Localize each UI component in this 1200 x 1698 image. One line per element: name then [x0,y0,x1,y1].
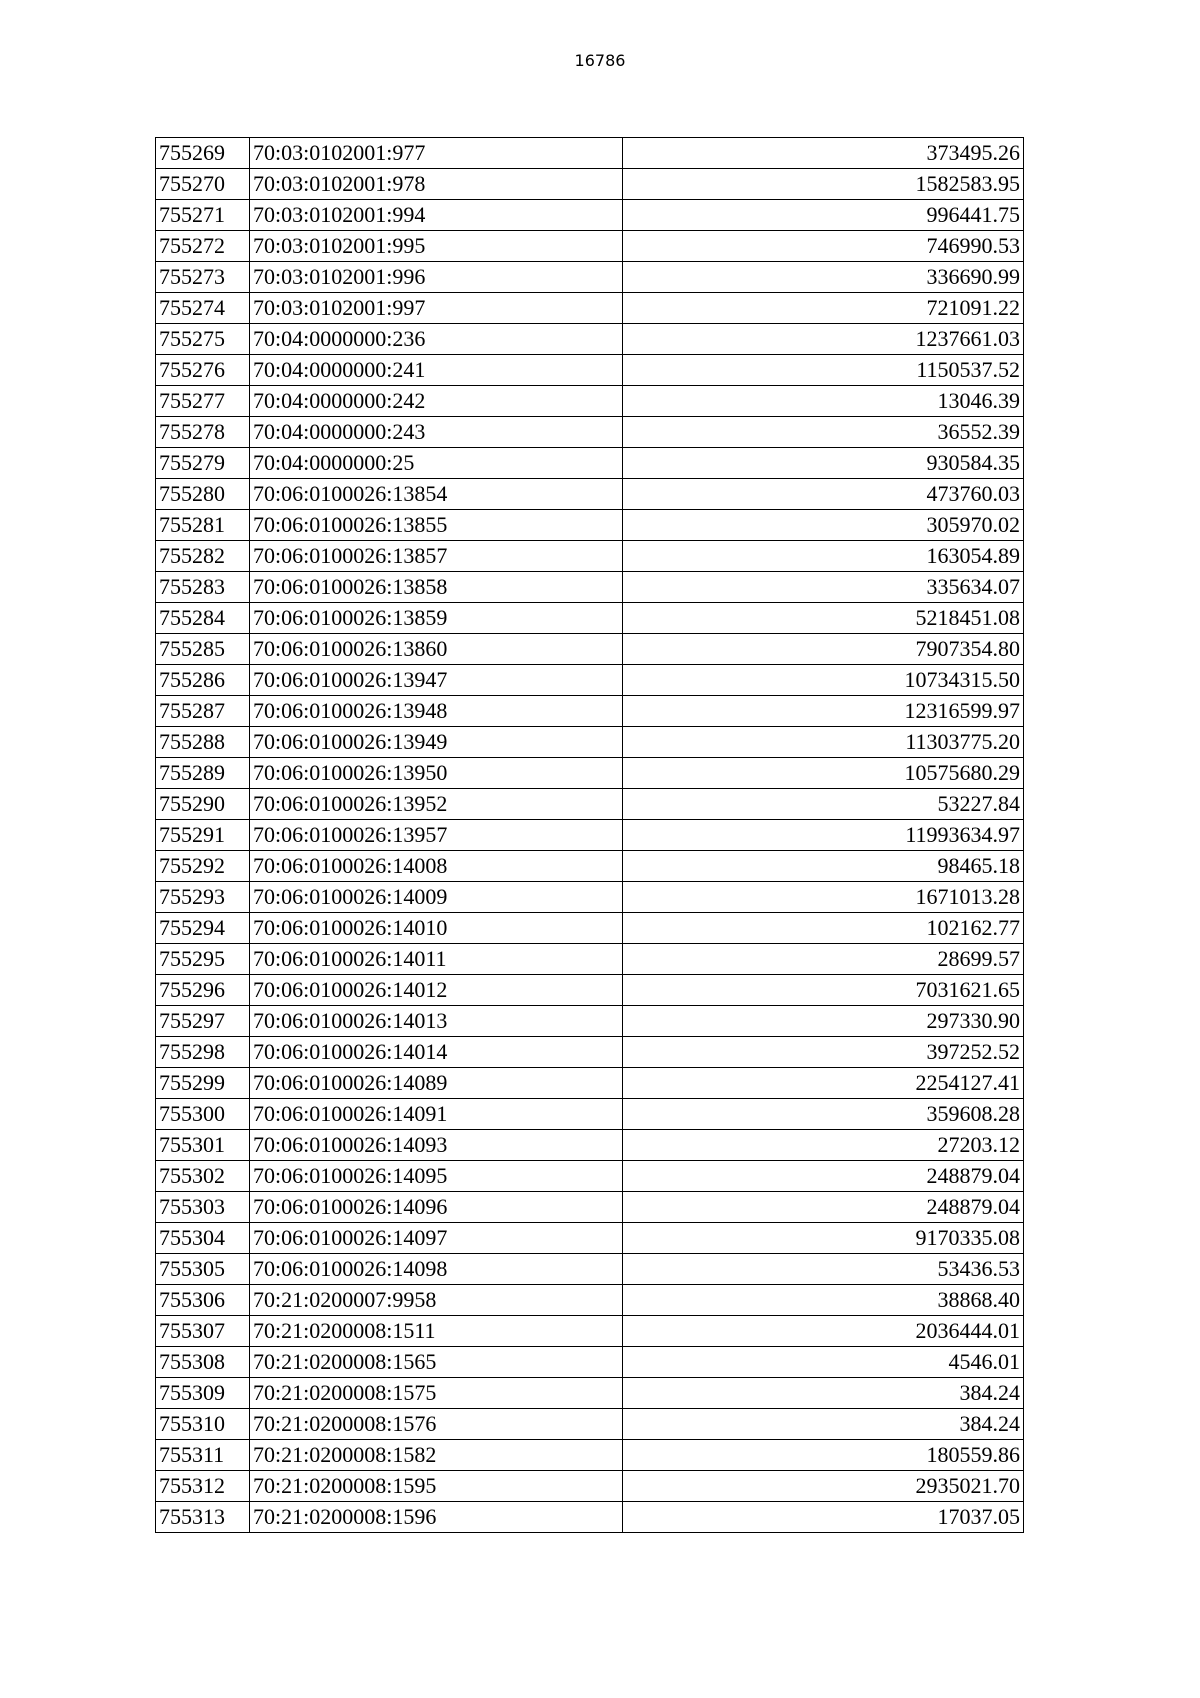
table-row [156,1440,1024,1471]
table-row [156,1130,1024,1161]
value-cell: 335634.07 [623,572,1024,603]
value-cell: 384.24 [623,1378,1024,1409]
value-cell: 2036444.01 [623,1316,1024,1347]
value-cell: 373495.26 [623,138,1024,169]
value-cell: 297330.90 [623,1006,1024,1037]
value-cell: 13046.39 [623,386,1024,417]
table-row [156,1161,1024,1192]
value-cell: 1582583.95 [623,169,1024,200]
cadastral-number-cell: 70:06:0100026:13857 [250,541,623,572]
value-cell: 2935021.70 [623,1471,1024,1502]
row-index-cell: 755303 [156,1192,250,1223]
value-cell: 359608.28 [623,1099,1024,1130]
table-row [156,727,1024,758]
row-index-cell: 755286 [156,665,250,696]
value-cell: 27203.12 [623,1130,1024,1161]
table-row [156,1006,1024,1037]
row-index-cell: 755309 [156,1378,250,1409]
value-cell: 473760.03 [623,479,1024,510]
table-row [156,448,1024,479]
row-index-cell: 755298 [156,1037,250,1068]
row-index-cell: 755307 [156,1316,250,1347]
cadastral-number-cell: 70:04:0000000:25 [250,448,623,479]
row-index-cell: 755270 [156,169,250,200]
cadastral-number-cell: 70:06:0100026:13859 [250,603,623,634]
table-row [156,510,1024,541]
table-row [156,1037,1024,1068]
table-row [156,944,1024,975]
cadastral-number-cell: 70:04:0000000:241 [250,355,623,386]
value-cell: 10575680.29 [623,758,1024,789]
row-index-cell: 755312 [156,1471,250,1502]
cadastral-number-cell: 70:04:0000000:242 [250,386,623,417]
table-row [156,417,1024,448]
value-cell: 996441.75 [623,200,1024,231]
table-row [156,1254,1024,1285]
cadastral-number-cell: 70:03:0102001:994 [250,200,623,231]
table-row [156,603,1024,634]
value-cell: 163054.89 [623,541,1024,572]
cadastral-number-cell: 70:03:0102001:977 [250,138,623,169]
value-cell: 10734315.50 [623,665,1024,696]
value-cell: 4546.01 [623,1347,1024,1378]
row-index-cell: 755276 [156,355,250,386]
row-index-cell: 755288 [156,727,250,758]
table-row [156,1285,1024,1316]
value-cell: 746990.53 [623,231,1024,262]
cadastral-number-cell: 70:06:0100026:13957 [250,820,623,851]
cadastral-number-cell: 70:06:0100026:13858 [250,572,623,603]
cadastral-number-cell: 70:21:0200008:1565 [250,1347,623,1378]
row-index-cell: 755284 [156,603,250,634]
cadastral-number-cell: 70:03:0102001:978 [250,169,623,200]
row-index-cell: 755277 [156,386,250,417]
value-cell: 2254127.41 [623,1068,1024,1099]
row-index-cell: 755283 [156,572,250,603]
value-cell: 11303775.20 [623,727,1024,758]
cadastral-number-cell: 70:06:0100026:13947 [250,665,623,696]
cadastral-number-cell: 70:06:0100026:14012 [250,975,623,1006]
cadastral-number-cell: 70:06:0100026:14096 [250,1192,623,1223]
row-index-cell: 755305 [156,1254,250,1285]
cadastral-number-cell: 70:21:0200008:1575 [250,1378,623,1409]
value-cell: 7907354.80 [623,634,1024,665]
row-index-cell: 755293 [156,882,250,913]
table-row [156,169,1024,200]
cadastral-number-cell: 70:21:0200008:1511 [250,1316,623,1347]
table-row [156,1192,1024,1223]
cadastral-number-cell: 70:21:0200008:1596 [250,1502,623,1533]
value-cell: 1671013.28 [623,882,1024,913]
row-index-cell: 755271 [156,200,250,231]
table-row [156,479,1024,510]
value-cell: 53227.84 [623,789,1024,820]
row-index-cell: 755287 [156,696,250,727]
value-cell: 248879.04 [623,1192,1024,1223]
cadastral-number-cell: 70:06:0100026:14010 [250,913,623,944]
table-row [156,572,1024,603]
cadastral-number-cell: 70:06:0100026:13855 [250,510,623,541]
table-row [156,1347,1024,1378]
value-cell: 12316599.97 [623,696,1024,727]
cadastral-number-cell: 70:06:0100026:14009 [250,882,623,913]
row-index-cell: 755295 [156,944,250,975]
value-cell: 17037.05 [623,1502,1024,1533]
row-index-cell: 755310 [156,1409,250,1440]
value-cell: 397252.52 [623,1037,1024,1068]
value-cell: 38868.40 [623,1285,1024,1316]
row-index-cell: 755304 [156,1223,250,1254]
cadastral-number-cell: 70:06:0100026:13854 [250,479,623,510]
table-row [156,138,1024,169]
value-cell: 102162.77 [623,913,1024,944]
table-row [156,1223,1024,1254]
row-index-cell: 755300 [156,1099,250,1130]
table-row [156,851,1024,882]
table-row [156,1378,1024,1409]
value-cell: 5218451.08 [623,603,1024,634]
row-index-cell: 755273 [156,262,250,293]
row-index-cell: 755292 [156,851,250,882]
table-row [156,1316,1024,1347]
cadastral-number-cell: 70:06:0100026:13949 [250,727,623,758]
cadastral-number-cell: 70:03:0102001:996 [250,262,623,293]
cadastral-number-cell: 70:06:0100026:13952 [250,789,623,820]
row-index-cell: 755296 [156,975,250,1006]
value-cell: 98465.18 [623,851,1024,882]
value-cell: 384.24 [623,1409,1024,1440]
value-cell: 930584.35 [623,448,1024,479]
table-row [156,1409,1024,1440]
cadastral-number-cell: 70:21:0200008:1582 [250,1440,623,1471]
row-index-cell: 755294 [156,913,250,944]
table-row [156,1068,1024,1099]
cadastral-number-cell: 70:06:0100026:14095 [250,1161,623,1192]
value-cell: 11993634.97 [623,820,1024,851]
table-body [156,138,1024,1533]
table-row [156,1099,1024,1130]
row-index-cell: 755269 [156,138,250,169]
row-index-cell: 755297 [156,1006,250,1037]
page-number: 16786 [574,51,626,70]
cadastral-number-cell: 70:06:0100026:13860 [250,634,623,665]
row-index-cell: 755291 [156,820,250,851]
table-row [156,1471,1024,1502]
table-row [156,758,1024,789]
cadastral-number-cell: 70:06:0100026:14011 [250,944,623,975]
row-index-cell: 755272 [156,231,250,262]
row-index-cell: 755281 [156,510,250,541]
cadastral-number-cell: 70:06:0100026:14093 [250,1130,623,1161]
value-cell: 53436.53 [623,1254,1024,1285]
cadastral-number-cell: 70:03:0102001:995 [250,231,623,262]
cadastral-number-cell: 70:06:0100026:13950 [250,758,623,789]
value-cell: 9170335.08 [623,1223,1024,1254]
table-row [156,1502,1024,1533]
row-index-cell: 755280 [156,479,250,510]
row-index-cell: 755289 [156,758,250,789]
row-index-cell: 755299 [156,1068,250,1099]
table-row [156,696,1024,727]
table-row [156,789,1024,820]
table-row [156,634,1024,665]
cadastral-number-cell: 70:06:0100026:14008 [250,851,623,882]
row-index-cell: 755311 [156,1440,250,1471]
table-row [156,262,1024,293]
table-row [156,200,1024,231]
value-cell: 28699.57 [623,944,1024,975]
value-cell: 721091.22 [623,293,1024,324]
table-row [156,541,1024,572]
value-cell: 1237661.03 [623,324,1024,355]
value-cell: 248879.04 [623,1161,1024,1192]
table-row [156,882,1024,913]
value-cell: 1150537.52 [623,355,1024,386]
row-index-cell: 755282 [156,541,250,572]
table-row [156,293,1024,324]
row-index-cell: 755278 [156,417,250,448]
cadastral-number-cell: 70:06:0100026:14013 [250,1006,623,1037]
row-index-cell: 755308 [156,1347,250,1378]
table-row [156,324,1024,355]
table-row [156,820,1024,851]
row-index-cell: 755313 [156,1502,250,1533]
table-row [156,231,1024,262]
row-index-cell: 755285 [156,634,250,665]
cadastral-number-cell: 70:21:0200007:9958 [250,1285,623,1316]
table-row [156,913,1024,944]
table-row [156,386,1024,417]
cadastral-number-cell: 70:21:0200008:1595 [250,1471,623,1502]
value-cell: 7031621.65 [623,975,1024,1006]
row-index-cell: 755301 [156,1130,250,1161]
cadastral-number-cell: 70:04:0000000:243 [250,417,623,448]
cadastral-number-cell: 70:06:0100026:13948 [250,696,623,727]
value-cell: 336690.99 [623,262,1024,293]
row-index-cell: 755279 [156,448,250,479]
cadastral-value-table [155,137,1024,1533]
cadastral-number-cell: 70:06:0100026:14098 [250,1254,623,1285]
cadastral-number-cell: 70:06:0100026:14091 [250,1099,623,1130]
cadastral-number-cell: 70:21:0200008:1576 [250,1409,623,1440]
value-cell: 305970.02 [623,510,1024,541]
cadastral-number-cell: 70:06:0100026:14089 [250,1068,623,1099]
cadastral-number-cell: 70:04:0000000:236 [250,324,623,355]
row-index-cell: 755275 [156,324,250,355]
row-index-cell: 755306 [156,1285,250,1316]
table-row [156,975,1024,1006]
value-cell: 180559.86 [623,1440,1024,1471]
value-cell: 36552.39 [623,417,1024,448]
cadastral-number-cell: 70:06:0100026:14097 [250,1223,623,1254]
cadastral-number-cell: 70:03:0102001:997 [250,293,623,324]
row-index-cell: 755290 [156,789,250,820]
row-index-cell: 755274 [156,293,250,324]
cadastral-number-cell: 70:06:0100026:14014 [250,1037,623,1068]
table-row [156,355,1024,386]
row-index-cell: 755302 [156,1161,250,1192]
table-row [156,665,1024,696]
